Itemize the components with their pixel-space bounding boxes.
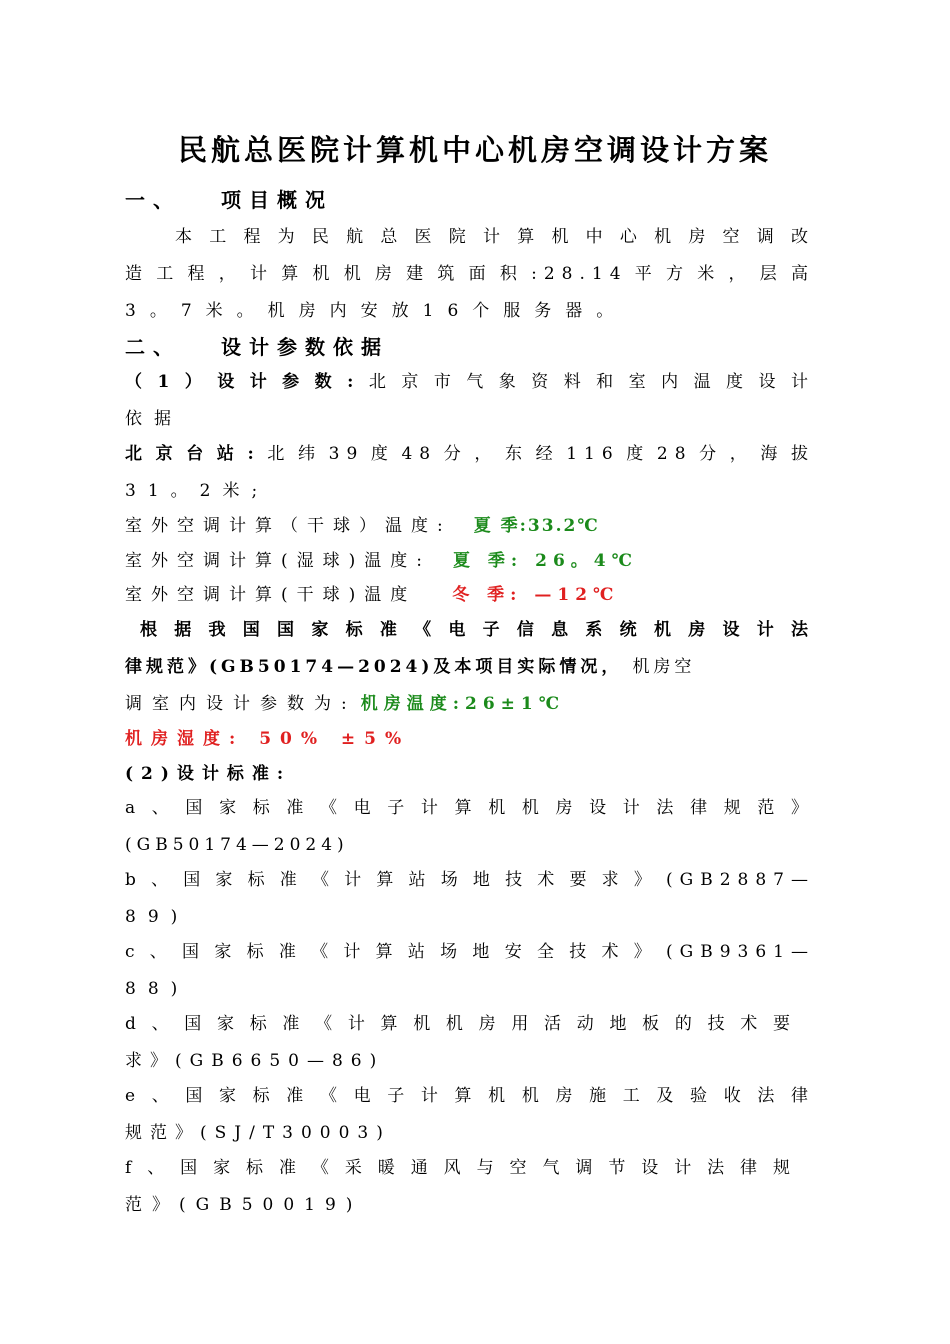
beijing-station-label: 北京台站: xyxy=(125,444,261,464)
section-2-heading xyxy=(125,334,815,360)
standard-e-line-1: e、国家标准《电子计算机机房施工及验收法律 xyxy=(125,1086,815,1106)
standard-paragraph-line-1: 根据我国国家标准《电子信息系统机房设计法 xyxy=(140,620,815,640)
section-2-title: 设计参数依据 xyxy=(221,335,389,359)
outdoor-dry-winter xyxy=(125,582,815,608)
outdoor-dry-summer-value: 夏 季:33.2℃ xyxy=(473,516,600,536)
section-1-title: 项目概况 xyxy=(221,188,333,212)
outdoor-dry-winter-label: 室外空调计算(干球)温度 xyxy=(125,585,417,605)
standard-paragraph-line-2 xyxy=(125,654,815,680)
section-2-number: 二、 xyxy=(125,335,181,359)
paragraph-1-line-3: 3。7米。机房内安放16个服务器。 xyxy=(125,301,628,321)
outdoor-wet-summer xyxy=(125,548,815,574)
design-params-line-1 xyxy=(125,369,815,395)
beijing-station-line-2: 31。2米; xyxy=(125,481,270,501)
standard-d-line-1: d、国家标准《计算机机房用活动地板的技术要 xyxy=(125,1014,797,1034)
design-params-label: （1）设计参数: xyxy=(125,372,361,392)
standard-b-line-1: b、国家标准《计算站场地技术要求》(GB2887— xyxy=(125,870,815,890)
design-standards-label: (2)设计标准: xyxy=(125,764,292,784)
outdoor-wet-summer-label: 室外空调计算(湿球)温度: xyxy=(125,551,431,571)
section-1-heading xyxy=(125,187,815,213)
standard-b-line-2: 89) xyxy=(125,907,190,927)
design-params-line-2: 依据 xyxy=(125,409,183,429)
standard-f-line-2: 范》(GB50019) xyxy=(125,1195,363,1215)
standard-paragraph-line-3 xyxy=(125,691,815,717)
document-title: 民航总医院计算机中心机房空调设计方案 xyxy=(177,133,772,167)
outdoor-dry-winter-value: 冬 季: —12℃ xyxy=(452,585,620,605)
outdoor-dry-summer xyxy=(125,513,815,539)
beijing-station-text: 北纬39度48分，东经116度28分，海拔 xyxy=(260,444,816,464)
standard-c-line-1: c、国家标准《计算站场地安全技术》(GB9361— xyxy=(125,942,815,962)
standard-e-line-2: 规范》(SJ/T30003) xyxy=(125,1123,391,1143)
room-temperature-value: 机房温度:26±1℃ xyxy=(360,694,566,714)
section-1-number: 一、 xyxy=(125,188,181,212)
paragraph-1-line-2: 造工程，计算机机房建筑面积:28.14平方米，层高 xyxy=(125,264,815,284)
standard-paragraph-rest: 机房空 xyxy=(632,657,696,677)
standard-d-line-2: 求》(GB6650—86) xyxy=(125,1051,385,1071)
paragraph-1-line-1: 本工程为民航总医院计算机中心机房空调改 xyxy=(175,227,815,247)
room-humidity-value: 机房湿度: 50% ±5% xyxy=(125,729,411,749)
beijing-station-line-1 xyxy=(125,441,815,467)
standard-a-line-2: (GB50174—2024) xyxy=(125,835,349,855)
outdoor-dry-summer-label: 室外空调计算（干球）温度: xyxy=(125,516,452,536)
standard-paragraph-bold: 律规范》(GB50174—2024)及本项目实际情况， xyxy=(125,657,623,677)
standard-f-line-1: f、国家标准《采暖通风与空气调节设计法律规 xyxy=(125,1158,797,1178)
indoor-params-label: 调室内设计参数为: xyxy=(125,694,357,714)
standard-a-line-1: a、国家标准《电子计算机机房设计法律规范》 xyxy=(125,798,815,818)
standard-c-line-2: 88) xyxy=(125,979,190,999)
outdoor-wet-summer-value: 夏 季: 26。4℃ xyxy=(453,551,638,571)
design-params-text: 北京市气象资料和室内温度设计 xyxy=(360,372,815,392)
